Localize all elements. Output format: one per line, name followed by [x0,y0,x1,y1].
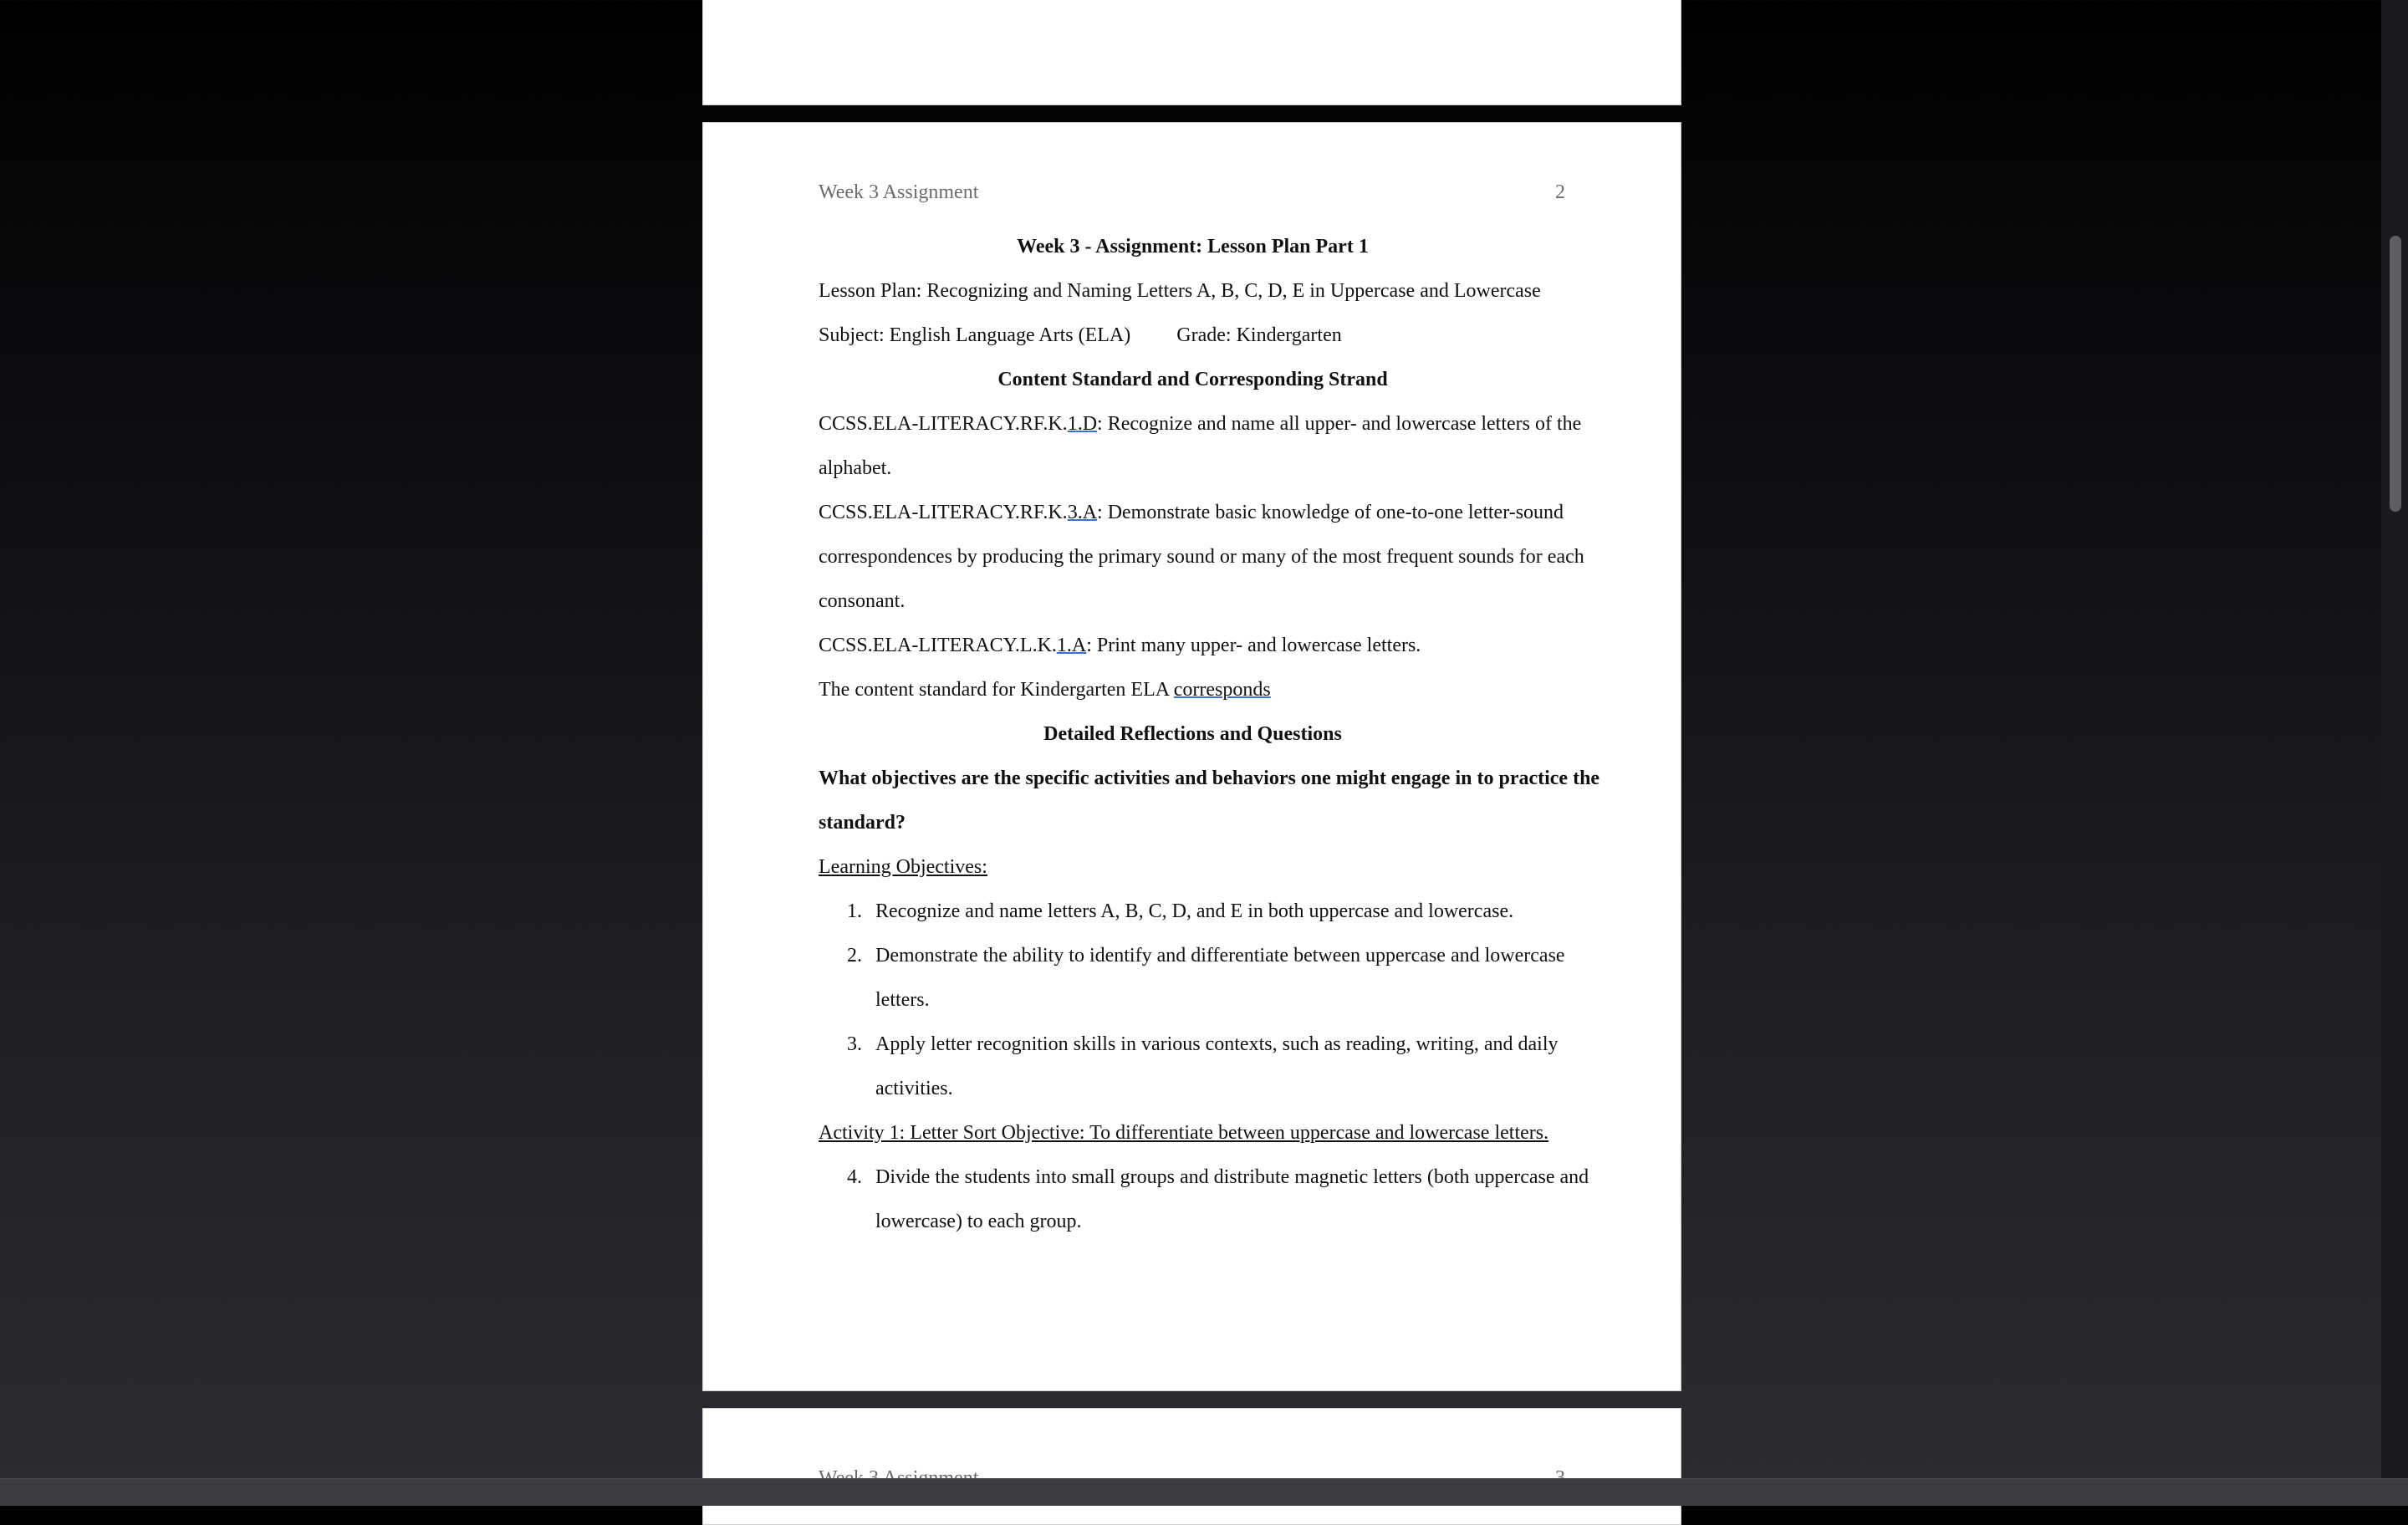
document-page [702,122,1681,1391]
activity-step-4 [819,1155,1589,1200]
section-heading-standard: Content Standard and Corresponding Strand [997,369,1388,390]
standard-3-line [819,624,1567,668]
objective-3-number: 3. [847,1033,862,1055]
objective-3 [819,1023,1567,1067]
corresponds-spellcheck-link[interactable]: corresponds [1173,679,1271,701]
objective-2 [819,934,1567,978]
learning-objectives-line [819,845,1567,890]
page-number: 2 [1555,181,1565,203]
standard-3-prefix: CCSS.ELA-LITERACY.L.K. [819,635,1057,656]
objective-1-number: 1. [847,900,862,922]
standard-2-line-3: consonant. [819,590,906,612]
learning-objectives-label: Learning Objectives: [819,856,987,878]
standard-2-line-1 [819,491,1567,535]
standard-2-line-2: correspondences by producing the primary sound or many of the most frequent sounds for each [819,546,1584,568]
objective-1 [819,890,1567,934]
vertical-scrollbar[interactable] [2381,0,2408,1478]
objective-2-text-line-1: Demonstrate the ability to identify and differentiate between uppercase and lowercase [875,945,1565,967]
objective-3-cont [819,1067,1567,1111]
standard-3-text: : Print many upper- and lowercase letters. [1086,635,1421,656]
page-header [819,181,1565,204]
standard-3-code-link[interactable]: 1.A [1056,635,1087,656]
document-heading: Week 3 - Assignment: Lesson Plan Part 1 [1017,236,1369,258]
section-heading-reflections: Detailed Reflections and Questions [1043,723,1342,745]
activity-step-4-text-line-1: Divide the students into small groups and distribute magnetic letters (both uppercase and [875,1166,1589,1188]
document-body [819,225,1600,1244]
standard-1-code-link[interactable]: 1.D [1067,413,1098,435]
activity-step-4-cont [819,1200,1567,1244]
standard-1-text: : Recognize and name all upper- and lowercase letters of the [1097,413,1582,435]
question-line-1: What objectives are the specific activities and behaviors one might engage in to practice the [819,768,1600,789]
content-sentence-text: The content standard for Kindergarten ELA [819,679,1174,701]
content-sentence [819,668,1567,712]
header-title: Week 3 Assignment [819,181,979,203]
previous-page [702,0,1681,105]
objective-3-text-line-2: activities. [875,1078,953,1099]
objective-2-cont [819,978,1567,1023]
lesson-plan-title: Lesson Plan: Recognizing and Naming Letters A, B, C, D, E in Uppercase and Lowercase [819,280,1541,302]
objective-2-number: 2. [847,945,862,967]
standard-2-code-link[interactable]: 3.A [1067,502,1098,523]
objective-2-text-line-2: letters. [875,989,930,1011]
standard-1-line-1 [819,402,1582,446]
subject-grade-line [819,314,1567,358]
objective-3-text-line-1: Apply letter recognition skills in various contexts, such as reading, writing, and daily [875,1033,1559,1055]
question-line-2: standard? [819,812,906,834]
standard-1-prefix: CCSS.ELA-LITERACY.RF.K. [819,413,1068,435]
grade-text: Grade: Kindergarten [1176,324,1342,346]
bottom-status-bar [0,1478,2408,1506]
next-page [702,1408,1681,1525]
activity-step-4-text-line-2: lowercase) to each group. [875,1211,1082,1232]
subject-text: Subject: English Language Arts (ELA) [819,324,1131,346]
standard-1-line-2: alphabet. [819,457,892,479]
standard-2-prefix: CCSS.ELA-LITERACY.RF.K. [819,502,1068,523]
activity-1-heading: Activity 1: Letter Sort Objective: To differentiate between uppercase and lowercase letters. [819,1122,1549,1144]
activity-step-4-number: 4. [847,1166,862,1188]
scrollbar-thumb[interactable] [2390,236,2401,512]
activity-1-line [819,1111,1567,1155]
objective-1-text: Recognize and name letters A, B, C, D, and E in both uppercase and lowercase. [875,900,1514,922]
standard-2-text: : Demonstrate basic knowledge of one-to-one letter-sound [1097,502,1564,523]
